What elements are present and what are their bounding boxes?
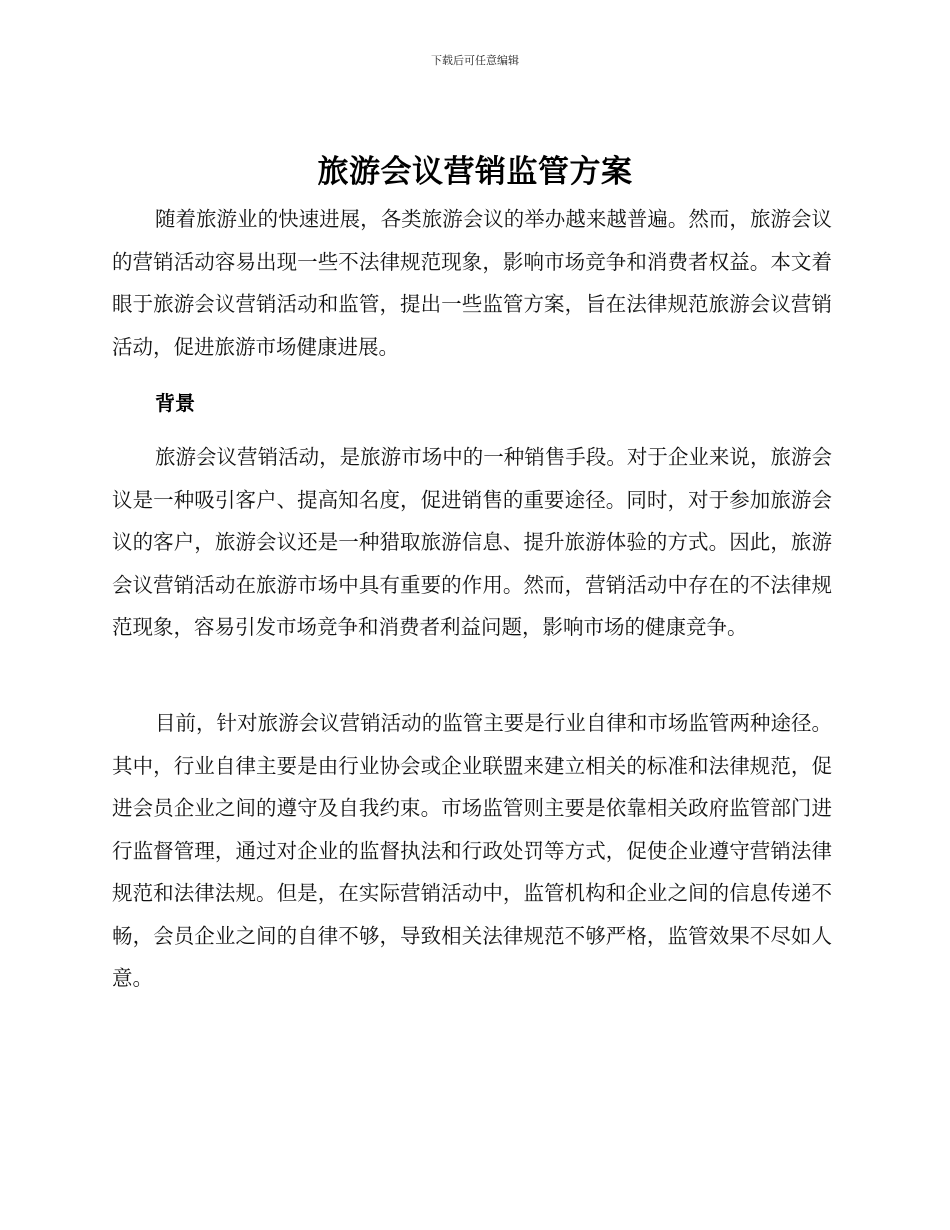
background-paragraph-1: 旅游会议营销活动，是旅游市场中的一种销售手段。对于企业来说，旅游会议是一种吸引客户、提高知名度，促进销售的重要途径。同时，对于参加旅游会议的客户，旅游会议还是一种猎取旅游信息、提升旅游体验的方式。因此，旅游会议营销活动在旅游市场中具有重要的作用。然而，营销活动中存在的不法律规范现象，容易引发市场竞争和消费者利益问题，影响市场的健康竞争。 bbox=[112, 445, 832, 639]
background-paragraph-2: 目前，针对旅游会议营销活动的监管主要是行业自律和市场监管两种途径。其中，行业自律主要是由行业协会或企业联盟来建立相关的标准和法律规范，促进会员企业之间的遵守及自我约束。市场监管则主要是依靠相关政府监管部门进行监督管理，通过对企业的监督执法和行政处罚等方式，促使企业遵守营销法律规范和法律法规。但是，在实际营销活动中，监管机构和企业之间的信息传递不畅，会员企业之间的自律不够，导致相关法律规范不够严格，监管效果不尽如人意。 bbox=[112, 711, 832, 990]
intro-paragraph: 随着旅游业的快速进展，各类旅游会议的举办越来越普遍。然而，旅游会议的营销活动容易出现一些不法律规范现象，影响市场竞争和消费者权益。本文着眼于旅游会议营销活动和监管，提出一些监管方案，旨在法律规范旅游会议营销活动，促进旅游市场健康进展。 bbox=[112, 207, 832, 359]
document-title: 旅游会议营销监管方案 bbox=[317, 154, 633, 190]
page-header-note: 下载后可任意编辑 bbox=[431, 54, 519, 67]
section-heading-background: 背景 bbox=[155, 391, 195, 415]
